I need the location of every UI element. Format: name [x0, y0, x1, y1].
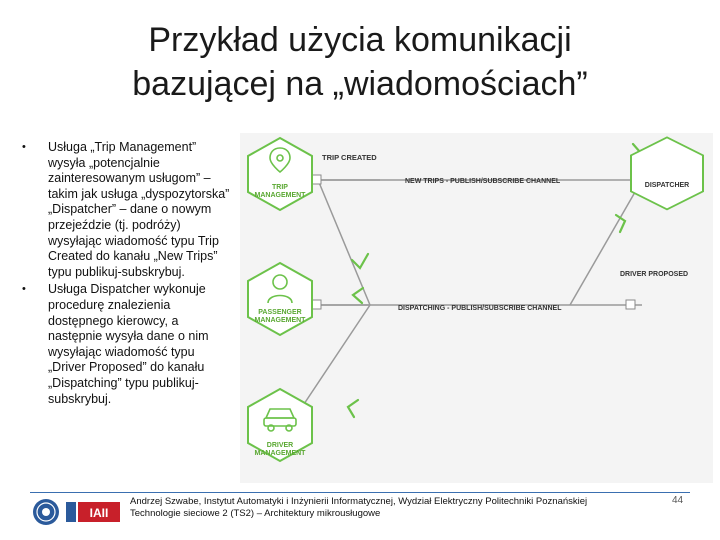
footer-divider	[30, 492, 690, 493]
iaii-logo-text: IAII	[89, 506, 109, 520]
bullet-text: Usługa „Trip Management” wysyła „potencjalnie zainteresowanym usługom” – takim jak usługa „dyspozytorska” „Dispatcher” – dane o nowym przejeździe (tj. podróży) wysyłając wiadomość typu Trip Created do kanału „New Trips” typu publikuj-subskrybuj.	[48, 140, 230, 279]
dispatcher-label: DISPATCHER	[644, 182, 690, 189]
title-line-1: Przykład użycia komunikacji	[148, 21, 572, 59]
bullet-item	[22, 140, 232, 280]
bullet-marker: •	[22, 283, 26, 296]
messaging-diagram	[240, 133, 713, 483]
page-number: 44	[672, 495, 684, 506]
trip-node-label-1: TRIP	[272, 184, 288, 191]
iaii-logo	[64, 499, 122, 525]
trip-node-label-2: MANAGEMENT	[254, 192, 306, 199]
slide-title	[40, 18, 680, 106]
driver-node-label-2: MANAGEMENT	[254, 450, 306, 457]
university-logo	[32, 498, 60, 526]
driver-node-label-1: DRIVER	[266, 442, 294, 449]
bullet-item	[22, 282, 232, 407]
bullet-text: Usługa Dispatcher wykonuje procedurę znalezienia dostępnego kierowcy, a następnie wysyła dane o nim wysyłając wiadomość typu „Driver Proposed” do kanału „Dispatching” typu publikuj-subskrybuj.	[48, 282, 209, 406]
passenger-node-label-1: PASSENGER	[258, 309, 302, 316]
driver-proposed-label: DRIVER PROPOSED	[620, 271, 689, 278]
new-trips-channel-label: NEW TRIPS - PUBLISH/SUBSCRIBE CHANNEL	[405, 178, 561, 185]
footer-line-1: Andrzej Szwabe, Instytut Automatyki i Inżynierii Informatycznej, Wydział Elektryczny Politechniki Poznańskiej	[130, 496, 588, 507]
port-dispatcher-2	[626, 300, 635, 309]
port-passenger	[312, 300, 321, 309]
trip-created-label: TRIP CREATED	[322, 153, 377, 162]
bullet-list	[22, 140, 232, 409]
port-trip	[312, 175, 321, 184]
bullet-marker: •	[22, 141, 26, 153]
footer-text	[130, 496, 650, 520]
passenger-node-label-2: MANAGEMENT	[254, 317, 306, 324]
title-line-2: bazującej na „wiadomościach”	[132, 65, 588, 103]
dispatching-channel-label: DISPATCHING - PUBLISH/SUBSCRIBE CHANNEL	[398, 305, 562, 312]
footer-line-2: Technologie sieciowe 2 (TS2) – Architektury mikrousługowe	[130, 508, 381, 519]
